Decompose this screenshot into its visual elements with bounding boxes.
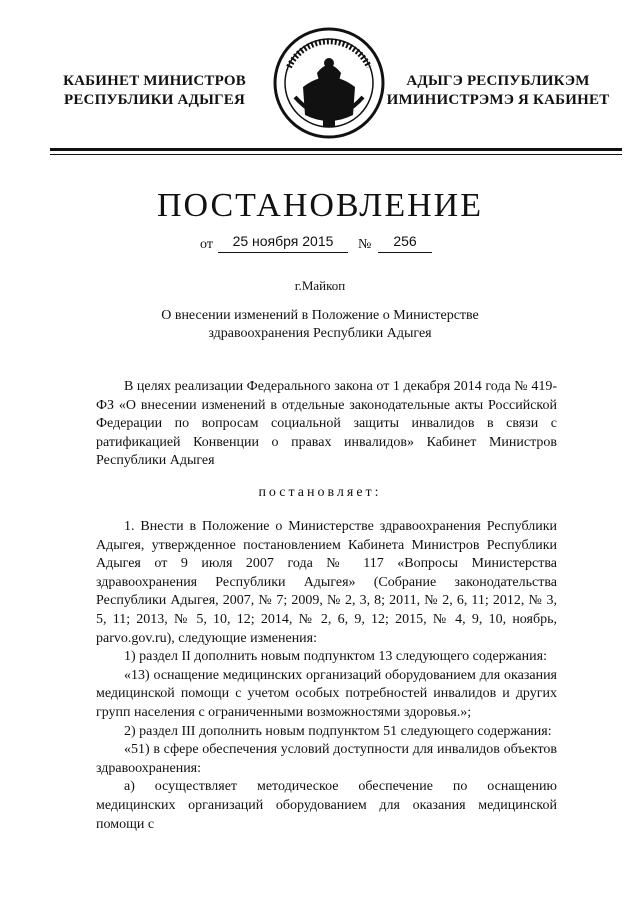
preamble-text: В целях реализации Федерального закона от 1 декабря 2014 года № 419-ФЗ «О внесении изменений в отдельные законодательные акты Российской Федерации по вопросам социальной защиты инвалидов в связи с ратификацией Конвенции о правах инвалидов» Кабинет Министров Республики Адыгея <box>96 379 557 469</box>
date-prefix: от <box>200 237 213 252</box>
header-rule-thin <box>50 154 622 155</box>
header-rule-thick <box>50 148 622 151</box>
paragraph: «13) оснащение медицинских организаций оборудованием для оказания медицинской помощи с учетом особых потребностей инвалидов и других групп населения с ограниченными возможностями здоровья.»; <box>96 667 557 720</box>
header-right-line1: АДЫГЭ РЕСПУБЛИКЭМ <box>406 73 590 89</box>
subject-line1: О внесении изменений в Положение о Министерстве <box>161 308 479 323</box>
subject <box>0 307 640 343</box>
preamble <box>96 378 557 471</box>
body-paragraphs <box>96 518 557 834</box>
subject-line2: здравоохранения Республики Адыгея <box>208 326 432 341</box>
decree-word: постановляет: <box>258 485 382 500</box>
header-right-line2: ИМИНИСТРЭМЭ Я КАБИНЕТ <box>386 92 610 108</box>
number-field: 256 <box>378 233 432 253</box>
number-prefix: № <box>358 237 372 252</box>
date-field: 25 ноября 2015 <box>218 233 348 253</box>
paragraph: 1) раздел II дополнить новым подпунктом 13 следующего содержания: <box>124 649 547 665</box>
paragraph: а) осуществляет методическое обеспечение по оснащению медицинских организаций оборудованием для оказания медицинской помощи с <box>96 779 557 832</box>
coat-of-arms-icon <box>273 27 385 139</box>
paragraph: 1. Внести в Положение о Министерстве здравоохранения Республики Адыгея, утвержденное постановлением Кабинета Министров Республики Адыгея от 9 июля 2007 года № 117 «Вопросы Министерства здравоохранения Республики Адыгея» (Собрание законодательства Республики Адыгея, 2007, № 7; 2009, № 2, 3, 8; 2011, № 2, 6, 11; 2012, № 3, 5, 11; 2013, № 5, 10, 12; 2014, № 2, 6, 9, 12; 2015, № 4, 9, 10, ноябрь, parvo.gov.ru), следующие изменения: <box>96 519 557 646</box>
header-left-line2: РЕСПУБЛИКИ АДЫГЕЯ <box>63 92 246 108</box>
header-right <box>382 72 614 110</box>
header-left-line1: КАБИНЕТ МИНИСТРОВ <box>63 73 246 89</box>
paragraph: «51) в сфере обеспечения условий доступности для инвалидов объектов здравоохранения: <box>96 742 557 776</box>
paragraph: 2) раздел III дополнить новым подпунктом 51 следующего содержания: <box>124 723 552 739</box>
header-left <box>52 72 257 110</box>
city: г.Майкоп <box>294 278 346 293</box>
document-title: ПОСТАНОВЛЕНИЕ <box>156 187 484 224</box>
